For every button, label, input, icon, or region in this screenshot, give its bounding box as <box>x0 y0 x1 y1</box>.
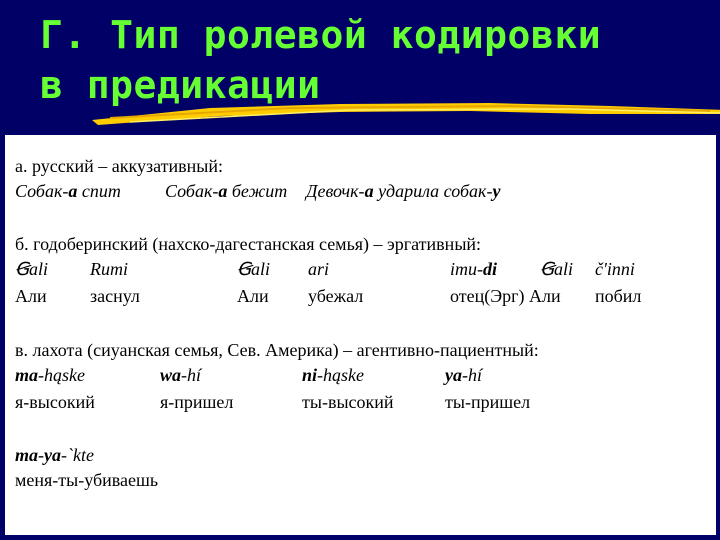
title-underline-stroke <box>90 98 720 128</box>
section-b-word: Ꞡali <box>540 259 573 279</box>
section-b-gloss: побил <box>595 286 642 306</box>
section-c-gloss: я-высокий <box>15 392 95 412</box>
content-panel <box>5 135 716 535</box>
section-c-word: ma-hąske <box>15 365 85 385</box>
section-b-gloss: убежал <box>308 286 364 306</box>
section-c-gloss: ты-высокий <box>302 392 394 412</box>
section-c-example-gloss: меня-ты-убиваешь <box>15 470 159 490</box>
section-b-word: ari <box>308 259 330 279</box>
section-c-word: wa-hí <box>160 365 202 385</box>
section-c-gloss: ты-пришел <box>445 392 531 412</box>
section-b-word: Rumi <box>90 259 128 279</box>
section-b-word: Ꞡali <box>237 259 270 279</box>
section-c-word: ni-hąske <box>302 365 364 385</box>
section-b-word: Ꞡali <box>15 259 48 279</box>
section-b-gloss: Али <box>237 286 269 306</box>
section-c-example: ma-ya-`kte <box>15 445 94 465</box>
section-a-example-3: Девочк-а ударила собак-у <box>306 181 501 201</box>
slide-title-line-1: Г. Тип ролевой кодировки <box>40 13 602 57</box>
section-b-gloss: заснул <box>90 286 140 306</box>
section-b-word: č'inni <box>595 259 635 279</box>
section-c-heading: в. лахота (сиуанская семья, Сев. Америка) – агентивно-пациентный: <box>15 340 539 360</box>
section-b-heading: б. годоберинский (нахско-дагестанская семья) – эргативный: <box>15 234 482 254</box>
slide-title <box>40 10 601 110</box>
slide-title-line-2: в предикации <box>40 63 321 107</box>
section-b-gloss: отец(Эрг) Али <box>450 286 561 306</box>
section-a-heading: а. русский – аккузативный: <box>15 156 223 176</box>
section-c-word: ya-hí <box>445 365 482 385</box>
section-a-example-2: Собак-а бежит <box>165 181 288 201</box>
section-c-gloss: я-пришел <box>160 392 234 412</box>
section-b-word: imu-di <box>450 259 498 279</box>
section-a-example-1: Собак-а спит <box>15 181 121 201</box>
section-b-gloss: Али <box>15 286 47 306</box>
